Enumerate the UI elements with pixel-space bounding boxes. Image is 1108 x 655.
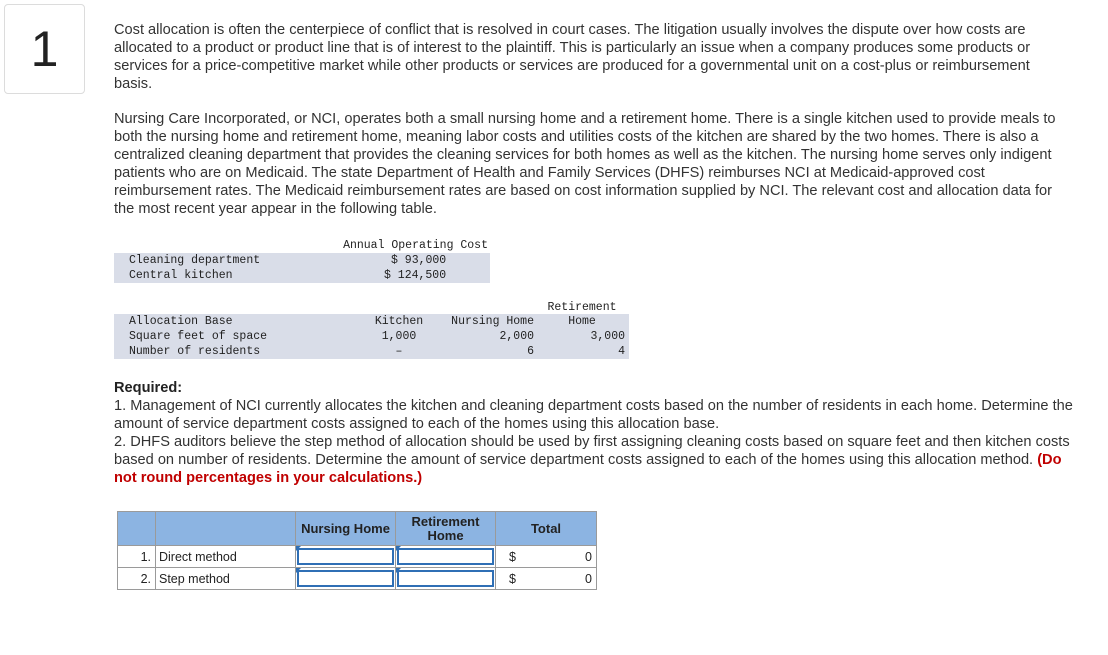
cost-table-header <box>114 238 490 253</box>
nursing-home-header: Nursing Home <box>451 315 534 328</box>
cost-label: Cleaning department <box>129 254 261 267</box>
cost-row-cleaning <box>114 253 490 268</box>
allocation-base-header: Allocation Base <box>129 315 233 328</box>
total-value: 0 <box>585 550 592 564</box>
allocation-header-row <box>114 314 629 329</box>
retirement-home-column-header <box>396 512 496 546</box>
intro-paragraph: Cost allocation is often the centerpiece of conflict that is resolved in court cases. The litigation usually involves the dispute over how costs are allocated to a product or product line that is of interest to the plaintiff. This is particularly an issue when a company produces some products or services for a price-competitive market while other products or services are produced for a governmental unit on a cost-plus or reimbursement basis. <box>114 22 1031 92</box>
row-number: 1. <box>118 546 156 568</box>
retirement-value: 4 <box>618 345 625 358</box>
retirement-home-header-line1: Retirement <box>547 301 617 314</box>
required-section <box>114 379 1074 487</box>
direct-total-cell <box>496 546 597 568</box>
header-blank-number <box>118 512 156 546</box>
cost-row-kitchen <box>114 268 490 283</box>
cost-table <box>114 238 490 283</box>
kitchen-header: Kitchen <box>374 315 424 328</box>
cost-label: Central kitchen <box>129 269 233 282</box>
nursing-home-column-header: Nursing Home <box>296 512 396 546</box>
row-name: Direct method <box>156 546 296 568</box>
nursing-value: 6 <box>527 345 534 358</box>
total-column-header: Total <box>496 512 597 546</box>
input-marker-icon <box>396 546 401 551</box>
allocation-table <box>114 299 629 359</box>
required-title: Required: <box>114 380 183 396</box>
kitchen-value: – <box>395 345 403 358</box>
allocation-row-square-feet <box>114 329 629 344</box>
allocation-header-top <box>114 299 629 314</box>
context-paragraph: Nursing Care Incorporated, or NCI, operates both a small nursing home and a retirement home. There is a single kitchen used to provide meals to both the nursing home and retirement home, meaning labor costs and utilities costs of the kitchen are shared by the two homes. There is also a centralized cleaning department that provides the cleaning services for both homes as well as the kitchen. The nursing home serves only indigent patients who are on Medicaid. The state Department of Health and Family Services (DHFS) reimburses NCI at Medicaid-approved cost reimbursement rates. The Medicaid reimbursement rates are based on cost information supplied by NCI. The relevant cost and allocation data for the most recent year appear in the following table. <box>114 111 1056 217</box>
step-total-cell <box>496 568 597 590</box>
required-item-2 <box>114 433 1074 487</box>
step-nursing-field[interactable] <box>297 570 394 587</box>
retirement-header-line2: Home <box>427 527 464 543</box>
allocation-label: Number of residents <box>129 345 261 358</box>
header-blank-name <box>156 512 296 546</box>
currency-symbol: $ <box>509 572 516 586</box>
step-retirement-input[interactable] <box>396 568 496 590</box>
total-value: 0 <box>585 572 592 586</box>
row-number: 2. <box>118 568 156 590</box>
step-retirement-field[interactable] <box>397 570 494 587</box>
allocation-label: Square feet of space <box>129 330 268 343</box>
answer-grid-header <box>118 512 597 546</box>
input-marker-icon <box>296 568 301 573</box>
kitchen-value: 1,000 <box>381 330 417 343</box>
direct-retirement-input[interactable] <box>396 546 496 568</box>
cost-value: $ 93,000 <box>391 254 447 267</box>
input-marker-icon <box>296 546 301 551</box>
direct-nursing-field[interactable] <box>297 548 394 565</box>
annual-operating-cost-header: Annual Operating Cost <box>343 239 488 252</box>
step-nursing-input[interactable] <box>296 568 396 590</box>
answer-row-step <box>118 568 597 590</box>
retirement-home-header-line2: Home <box>568 315 596 328</box>
currency-symbol: $ <box>509 550 516 564</box>
retirement-value: 3,000 <box>590 330 625 343</box>
question-number: 1 <box>4 4 85 94</box>
answer-row-direct <box>118 546 597 568</box>
allocation-row-residents <box>114 344 629 359</box>
required-item-2-text: 2. DHFS auditors believe the step method of allocation should be used by first assigning cleaning costs based on square feet and then kitchen costs based on number of residents. Determine the amount of service department costs assigned to each of the homes using this allocation method. <box>114 434 1070 468</box>
required-item-1: 1. Management of NCI currently allocates the kitchen and cleaning department costs based on the number of residents in each home. Determine the amount of service department costs assigned to each of the homes using this allocation base. <box>114 398 1073 432</box>
input-marker-icon <box>396 568 401 573</box>
direct-nursing-input[interactable] <box>296 546 396 568</box>
row-name: Step method <box>156 568 296 590</box>
retirement-header-line1: Retirement <box>411 513 480 529</box>
rounding-note: (Do not round percentages in your calculations.) <box>114 452 1062 486</box>
cost-value: $ 124,500 <box>384 269 447 282</box>
direct-retirement-field[interactable] <box>397 548 494 565</box>
nursing-value: 2,000 <box>499 330 534 343</box>
answer-grid <box>117 511 597 590</box>
